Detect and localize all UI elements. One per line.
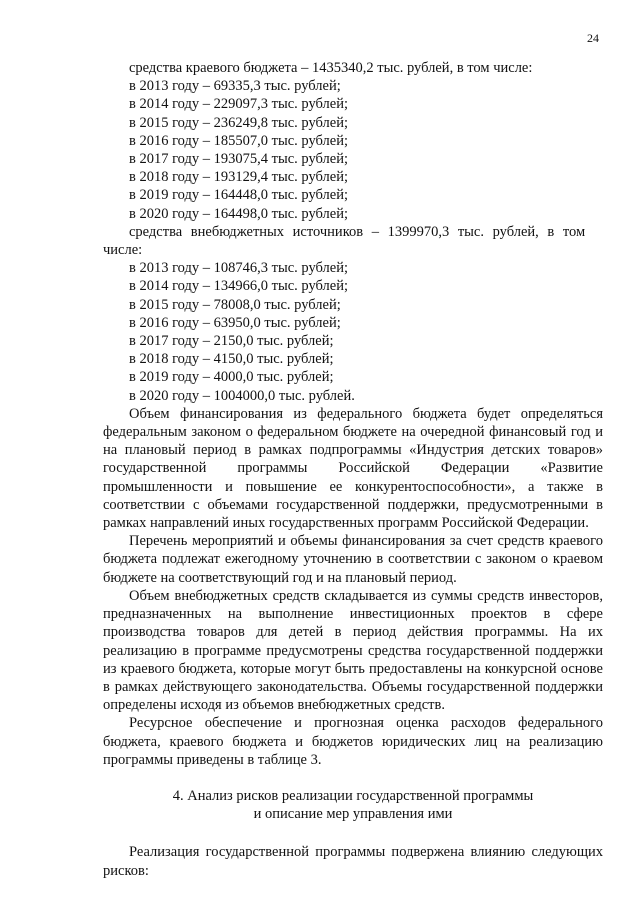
paragraph-risks-intro: Реализация государственной программы подвержена влиянию следующих рисков: bbox=[103, 844, 603, 879]
regional-budget-year: в 2019 году – 164448,0 тыс. рублей; bbox=[129, 187, 349, 204]
body-paragraphs bbox=[103, 405, 603, 769]
extrabudget-year: в 2014 году – 134966,0 тыс. рублей; bbox=[129, 278, 349, 295]
section-heading-line1: 4. Анализ рисков реализации государственной программы bbox=[172, 787, 534, 804]
page-number: 24 bbox=[587, 31, 599, 45]
paragraph-extrabudget-funding: Объем внебюджетных средств складывается из суммы средств инвесторов, предназначенных на выполнение инвестиционных проектов в сфере производства товаров для детей в период действия программы. На их реализацию в программе предусмотрены средства государственной поддержки из краевого бюджета, которые могут быть предоставлены на конкурсной основе в рамках действующего законодательства. Объемы государственной поддержки определены исходя из объемов внебюджетных средств. bbox=[103, 587, 603, 714]
paragraph-federal-funding: Объем финансирования из федерального бюджета будет определяться федеральным законом о федеральном бюджете на очередной финансовый год и на плановый период в рамках подпрограммы «Индустрия детских товаров» государственной программы Российской Федерации «Развитие промышленности и повышение ее конкурентоспособности», а также в соответствии с объемами государственной поддержки, предусмотренными в рамках направлений иных государственных программ Российской Федерации. bbox=[103, 405, 603, 532]
extrabudget-year: в 2020 году – 1004000,0 тыс. рублей. bbox=[129, 387, 355, 404]
extrabudget-year: в 2016 году – 63950,0 тыс. рублей; bbox=[129, 314, 341, 331]
section-heading-line2: и описание мер управления ими bbox=[253, 806, 453, 823]
extrabudget-year: в 2013 году – 108746,3 тыс. рублей; bbox=[129, 260, 349, 277]
paragraph-resource-table: Ресурсное обеспечение и прогнозная оценка расходов федерального бюджета, краевого бюджета и бюджетов юридических лиц на реализацию программы приведены в таблице 3. bbox=[103, 715, 603, 768]
extrabudget-year: в 2015 году – 78008,0 тыс. рублей; bbox=[129, 296, 341, 313]
section-heading bbox=[103, 787, 603, 823]
regional-budget-year: в 2018 году – 193129,4 тыс. рублей; bbox=[129, 169, 349, 186]
regional-budget-intro: средства краевого бюджета – 1435340,2 тыс. рублей, в том числе: bbox=[129, 60, 533, 76]
regional-budget-year: в 2015 году – 236249,8 тыс. рублей; bbox=[129, 114, 349, 131]
regional-budget-year: в 2016 году – 185507,0 тыс. рублей; bbox=[129, 132, 349, 149]
paragraph-regional-funding: Перечень мероприятий и объемы финансирования за счет средств краевого бюджета подлежат ежегодному уточнению в соответствии с законом о краевом бюджете на соответствующий год и на плановый период. bbox=[103, 533, 603, 586]
extrabudget-year: в 2018 году – 4150,0 тыс. рублей; bbox=[129, 351, 334, 368]
closing-paragraphs bbox=[103, 843, 603, 879]
regional-budget-year: в 2017 году – 193075,4 тыс. рублей; bbox=[129, 151, 349, 168]
extrabudget-year: в 2017 году – 2150,0 тыс. рублей; bbox=[129, 333, 334, 350]
page-content bbox=[103, 59, 603, 880]
regional-budget-year: в 2013 году – 69335,3 тыс. рублей; bbox=[129, 78, 341, 95]
extrabudget-intro: средства внебюджетных источников – 1399970,3 тыс. рублей, в том bbox=[129, 223, 586, 240]
extrabudget-intro-continued: числе: bbox=[103, 242, 143, 259]
regional-budget-year: в 2020 году – 164498,0 тыс. рублей; bbox=[129, 205, 349, 222]
regional-budget-year: в 2014 году – 229097,3 тыс. рублей; bbox=[129, 96, 349, 113]
extrabudget-year: в 2019 году – 4000,0 тыс. рублей; bbox=[129, 369, 334, 386]
